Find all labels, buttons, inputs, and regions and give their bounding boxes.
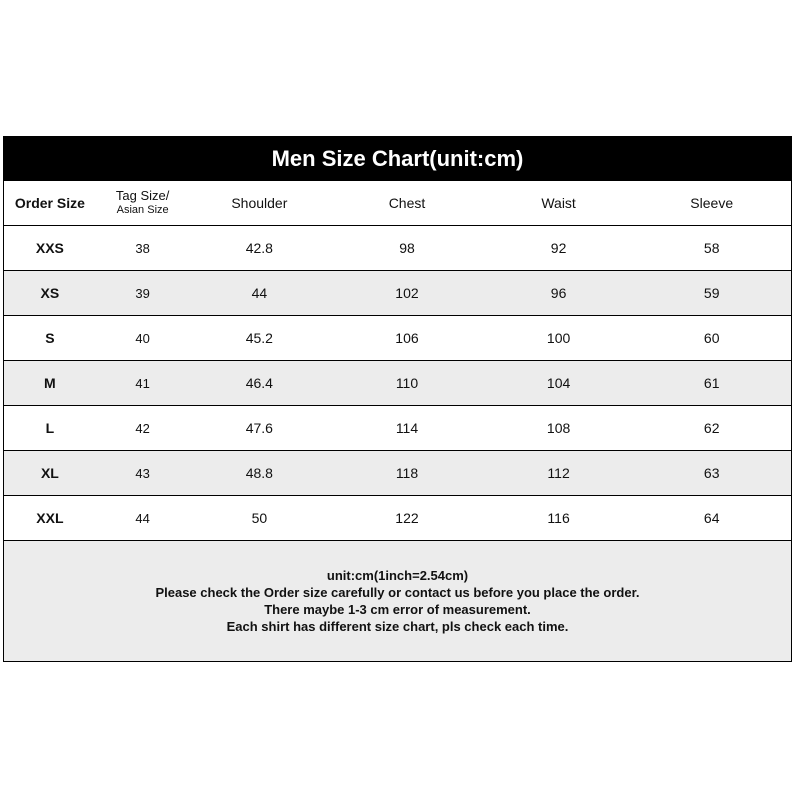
waist-cell: 100	[546, 330, 571, 346]
chest-cell: 106	[395, 330, 419, 346]
order-size-cell: XXS	[35, 240, 64, 256]
chart-title: Men Size Chart(unit:cm)	[4, 137, 791, 181]
order-size-cell: XXL	[36, 510, 64, 526]
order-size-cell: M	[44, 375, 56, 391]
table-row	[4, 271, 791, 316]
header-tag-size	[96, 181, 190, 225]
sleeve-cell: 63	[703, 465, 720, 481]
tag-size-cell: 38	[135, 240, 150, 256]
size-chart-note: Each shirt has different size chart, pls check each time.	[226, 619, 569, 634]
sleeve-cell: 61	[703, 375, 720, 391]
shoulder-cell: 44	[251, 285, 268, 301]
header-tag-size-top: Tag Size/	[115, 188, 170, 204]
waist-cell: 104	[546, 375, 571, 391]
sleeve-cell: 64	[703, 510, 720, 526]
tag-size-cell: 40	[135, 330, 150, 346]
header-row	[4, 181, 791, 226]
header-tag-size-bottom: Asian Size	[116, 204, 169, 217]
table-row	[4, 361, 791, 406]
tag-size-cell: 39	[135, 285, 150, 301]
tag-size-cell: 44	[135, 510, 150, 526]
chest-cell: 102	[395, 285, 419, 301]
table-row	[4, 451, 791, 496]
notes-section	[4, 541, 791, 661]
tag-size-cell: 42	[135, 420, 150, 436]
sleeve-cell: 60	[703, 330, 720, 346]
header-order-size: Order Size	[14, 195, 85, 211]
shoulder-cell: 42.8	[245, 240, 273, 256]
waist-cell: 108	[546, 420, 571, 436]
header-chest: Chest	[388, 195, 426, 211]
table-row	[4, 316, 791, 361]
header-waist: Waist	[541, 195, 576, 211]
chest-cell: 122	[395, 510, 419, 526]
chest-cell: 110	[395, 375, 419, 391]
shoulder-cell: 50	[251, 510, 268, 526]
shoulder-cell: 45.2	[245, 330, 273, 346]
sleeve-cell: 59	[703, 285, 720, 301]
shoulder-cell: 48.8	[245, 465, 273, 481]
table-row	[4, 406, 791, 451]
header-sleeve: Sleeve	[690, 195, 734, 211]
order-size-note: Please check the Order size carefully or contact us before you place the order.	[155, 585, 640, 600]
waist-cell: 92	[550, 240, 567, 256]
waist-cell: 96	[550, 285, 567, 301]
order-size-cell: L	[45, 420, 55, 436]
order-size-cell: XS	[40, 285, 60, 301]
tag-size-cell: 41	[135, 375, 150, 391]
size-chart-table	[3, 136, 792, 662]
measurement-error-note: There maybe 1-3 cm error of measurement.	[264, 602, 531, 617]
table-row	[4, 226, 791, 271]
header-shoulder: Shoulder	[231, 195, 288, 211]
waist-cell: 112	[547, 465, 570, 481]
chest-cell: 118	[395, 465, 419, 481]
order-size-cell: S	[45, 330, 55, 346]
unit-note: unit:cm(1inch=2.54cm)	[326, 568, 469, 583]
table-row	[4, 496, 791, 541]
waist-cell: 116	[547, 510, 570, 526]
sleeve-cell: 58	[703, 240, 720, 256]
tag-size-cell: 43	[135, 465, 150, 481]
shoulder-cell: 47.6	[245, 420, 273, 436]
chest-cell: 98	[399, 240, 415, 256]
chest-cell: 114	[395, 420, 419, 436]
order-size-cell: XL	[40, 465, 59, 481]
sleeve-cell: 62	[703, 420, 720, 436]
shoulder-cell: 46.4	[245, 375, 273, 391]
